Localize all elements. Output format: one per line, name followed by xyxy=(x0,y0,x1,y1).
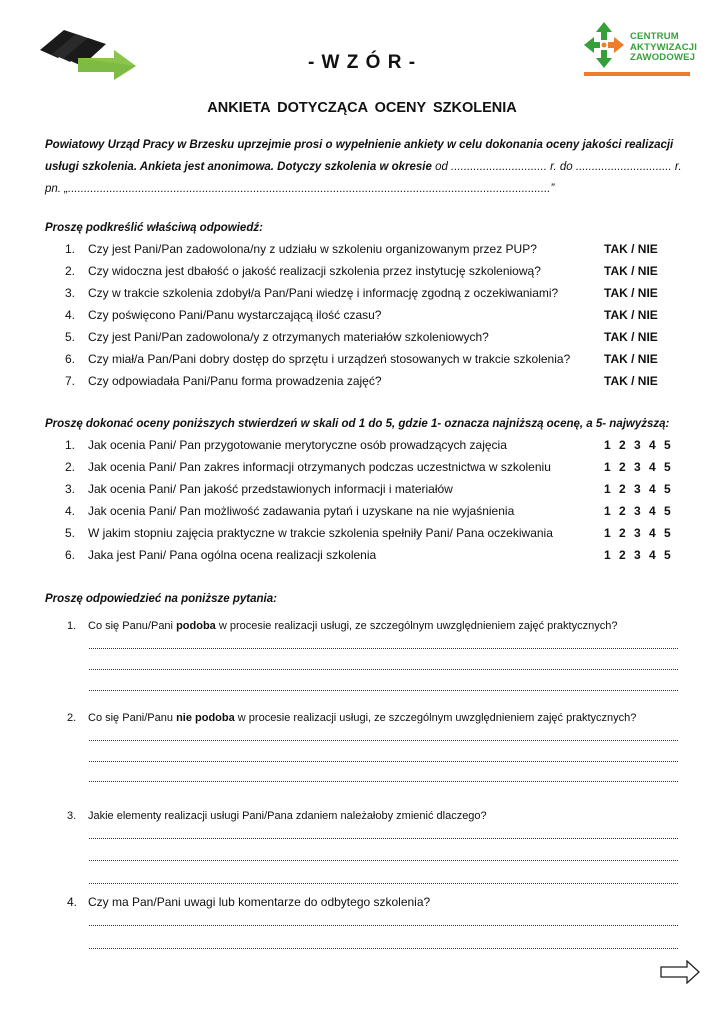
question-text: Czy widoczna jest dbałość o jakość realizacji szkolenia przez instytucję szkoleniową? xyxy=(88,264,541,278)
question-number: 4. xyxy=(65,504,76,518)
question-text: W jakim stopniu zajęcia praktyczne w trakcie szkolenia spełniły Pani/ Pana oczekiwania xyxy=(88,526,553,540)
question-text: Czy jest Pani/Pan zadowolona/ny z udziału w szkoleniu organizowanym przez PUP? xyxy=(88,242,537,256)
answer-line[interactable] xyxy=(89,648,678,649)
question-text: Czy odpowiadała Pani/Panu forma prowadzenia zajęć? xyxy=(88,374,382,388)
question-text: Jak ocenia Pani/ Pan przygotowanie merytoryczne osób prowadzących zajęcia xyxy=(88,438,507,452)
question-number: 1. xyxy=(65,242,76,256)
question-text: Co się Panu/Pani podoba w procesie realizacji usługi, ze szczególnym uwzględnieniem zajęć praktycznych? xyxy=(88,620,618,632)
answer-line[interactable] xyxy=(89,925,678,926)
answer-line[interactable] xyxy=(89,781,678,782)
question-number: 1. xyxy=(65,438,76,452)
brand-line-2: AKTYWIZACJI xyxy=(630,41,698,53)
question-number: 2. xyxy=(67,712,77,724)
question-number: 4. xyxy=(65,308,76,322)
question-text: Co się Pani/Panu nie podoba w procesie realizacji usługi, ze szczególnym uwzględnieniem zajęć praktycznych? xyxy=(88,712,637,724)
yes-no-answer[interactable]: TAK / NIE xyxy=(604,286,658,300)
rating-scale[interactable]: 1 2 3 4 5 xyxy=(604,548,671,562)
yes-no-answer[interactable]: TAK / NIE xyxy=(604,308,658,322)
wzor-heading: - W Z Ó R - xyxy=(307,52,417,73)
rating-scale[interactable]: 1 2 3 4 5 xyxy=(604,438,671,452)
answer-line[interactable] xyxy=(89,883,678,884)
rating-scale[interactable]: 1 2 3 4 5 xyxy=(604,504,671,518)
section2-heading: Proszę dokonać oceny poniższych stwierdzeń w skali od 1 do 5, gdzie 1- oznacza najniższą ocenę, a 5- najwyższą: xyxy=(45,418,670,430)
yes-no-question xyxy=(45,282,685,304)
training-name-fill: pn. „.......................................................................................................................................................” xyxy=(45,183,555,195)
question-text: Jakie elementy realizacji usługi Pani/Pana zdaniem należałoby zmienić dlaczego? xyxy=(88,810,487,822)
question-number: 2. xyxy=(65,460,76,474)
yes-no-answer[interactable]: TAK / NIE xyxy=(604,352,658,366)
question-text: Jak ocenia Pani/ Pan jakość przedstawionych informacji i materiałów xyxy=(88,482,453,496)
rating-scale[interactable]: 1 2 3 4 5 xyxy=(604,460,671,474)
question-text: Czy jest Pani/Pan zadowolona/y z otrzymanych materiałów szkoleniowych? xyxy=(88,330,489,344)
rating-question xyxy=(45,434,685,456)
question-number: 5. xyxy=(65,330,76,344)
rating-scale[interactable]: 1 2 3 4 5 xyxy=(604,526,671,540)
yes-no-answer[interactable]: TAK / NIE xyxy=(604,264,658,278)
rating-question xyxy=(45,500,685,522)
answer-line[interactable] xyxy=(89,860,678,861)
period-fill: od .............................. r. do .............................. r. xyxy=(435,161,682,173)
question-number: 1. xyxy=(67,620,77,632)
yes-no-answer[interactable]: TAK / NIE xyxy=(604,374,658,388)
rating-scale[interactable]: 1 2 3 4 5 xyxy=(604,482,671,496)
answer-line[interactable] xyxy=(89,669,678,670)
question-text: Czy w trakcie szkolenia zdobył/a Pan/Pani wiedzę i informację zgodną z oczekiwaniami? xyxy=(88,286,559,300)
rating-question xyxy=(45,544,685,566)
question-number: 4. xyxy=(67,895,78,909)
rating-question xyxy=(45,478,685,500)
yes-no-question xyxy=(45,348,685,370)
question-number: 3. xyxy=(65,286,76,300)
question-number: 6. xyxy=(65,548,76,562)
yes-no-question xyxy=(45,238,685,260)
answer-line[interactable] xyxy=(89,761,678,762)
rating-question xyxy=(45,522,685,544)
yes-no-answer[interactable]: TAK / NIE xyxy=(604,330,658,344)
question-text: Czy poświęcono Pani/Panu wystarczającą ilość czasu? xyxy=(88,308,382,322)
page-title: ANKIETA DOTYCZĄCA OCENY SZKOLENIA xyxy=(207,100,517,116)
question-number: 6. xyxy=(65,352,76,366)
answer-line[interactable] xyxy=(89,690,678,691)
answer-line[interactable] xyxy=(89,838,678,839)
question-text: Jak ocenia Pani/ Pan zakres informacji otrzymanych podczas uczestnictwa w szkoleniu xyxy=(88,460,551,474)
brand-line-1: CENTRUM xyxy=(630,31,679,42)
question-number: 5. xyxy=(65,526,76,540)
brand-line-3: ZAWODOWEJ xyxy=(630,52,696,63)
question-text: Czy ma Pan/Pani uwagi lub komentarze do odbytego szkolenia? xyxy=(88,895,431,909)
intro-text: Powiatowy Urząd Pracy w Brzesku uprzejmie prosi o wypełnienie ankiety w celu dokonania oceny jakości realizacji usługi szkolenia. Ankieta jest anonimowa. Dotyczy szkolenia w okresie xyxy=(45,139,674,173)
yes-no-question xyxy=(45,260,685,282)
intro-paragraph xyxy=(45,134,685,200)
yes-no-question xyxy=(45,304,685,326)
yes-no-question xyxy=(45,370,685,392)
question-text: Czy miał/a Pan/Pani dobry dostęp do sprzętu i urządzeń stosowanych w trakcie szkolenia? xyxy=(88,352,571,366)
question-text: Jaka jest Pani/ Pana ogólna ocena realizacji szkolenia xyxy=(88,548,377,562)
question-number: 2. xyxy=(65,264,76,278)
answer-line[interactable] xyxy=(89,948,678,949)
yes-no-question xyxy=(45,326,685,348)
question-number: 3. xyxy=(67,810,77,822)
question-number: 3. xyxy=(65,482,76,496)
answer-line[interactable] xyxy=(89,740,678,741)
question-text: Jak ocenia Pani/ Pan możliwość zadawania pytań i uzyskane na nie wyjaśnienia xyxy=(88,504,515,518)
question-number: 7. xyxy=(65,374,76,388)
next-page-arrow-icon xyxy=(660,960,700,984)
rating-question xyxy=(45,456,685,478)
yes-no-answer[interactable]: TAK / NIE xyxy=(604,242,658,256)
section3-heading: Proszę odpowiedzieć na poniższe pytania: xyxy=(45,593,277,605)
section1-heading: Proszę podkreślić właściwą odpowiedź: xyxy=(45,222,263,234)
